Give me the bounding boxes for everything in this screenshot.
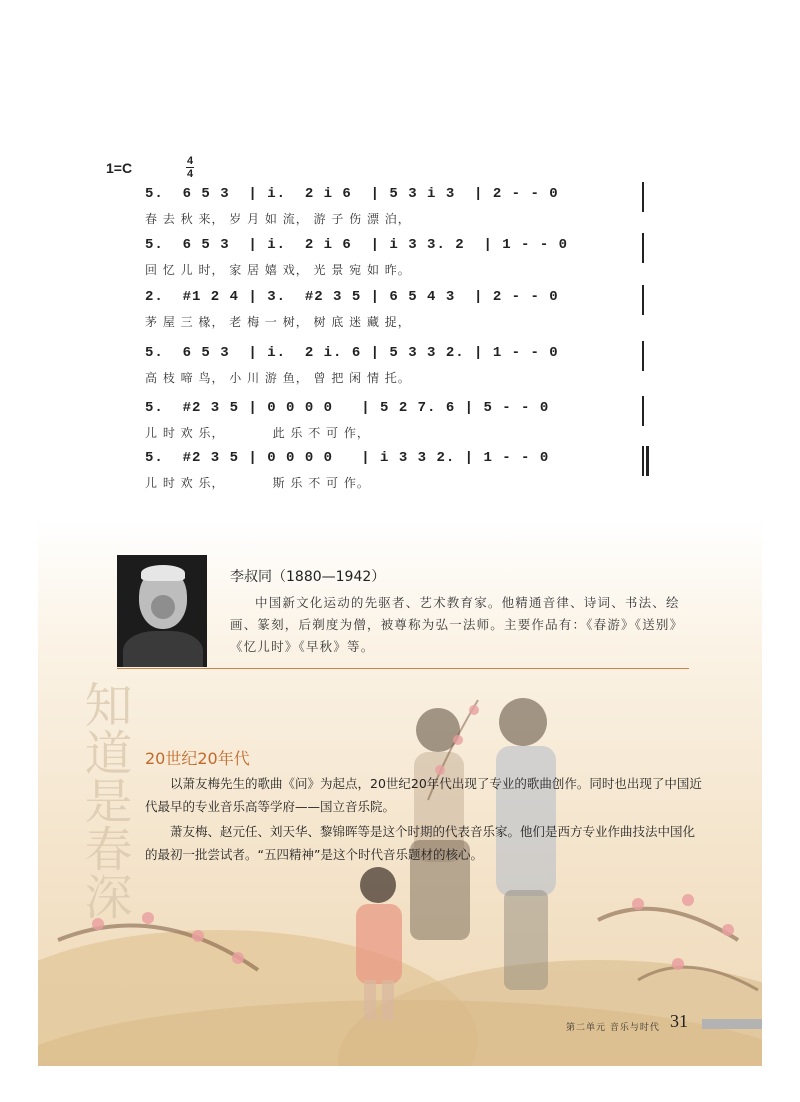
bio-name: 李叔同（1880—1942） bbox=[230, 569, 386, 585]
score-lyrics-row: 回 忆 儿 时， 家 居 嬉 戏， 光 景 宛 如 昨。 bbox=[145, 263, 411, 277]
score-notes-row: 5. 6 5 3 | i. 2 i 6 | i 3 3. 2 | 1 - - 0 bbox=[145, 237, 569, 253]
score-notes-row: 5. 6 5 3 | i. 2 i. 6 | 5 3 3 2. | 1 - - 0 bbox=[145, 345, 559, 361]
barline bbox=[642, 396, 644, 426]
unit-label: 第二单元 音乐与时代 bbox=[566, 1023, 660, 1033]
bio-divider bbox=[117, 668, 689, 669]
bio-description: 中国新文化运动的先驱者、艺术教育家。他精通音律、诗词、书法、绘画、篆刻，后剃度为僧，被尊称为弘一法师。主要作品有：《春游》《送别》《忆儿时》《早秋》等。 bbox=[230, 595, 680, 654]
time-signature: 4 4 bbox=[186, 155, 194, 180]
score-lyrics-row: 儿 时 欢 乐， 此 乐 不 可 作， bbox=[145, 426, 370, 440]
barline bbox=[642, 182, 644, 212]
key-signature: 1=C bbox=[106, 160, 133, 176]
section-paragraph: 以萧友梅先生的歌曲《问》为起点，20世纪20年代出现了专业的歌曲创作。同时也出现了中国近代最早的专业音乐高等学府——国立音乐院。 bbox=[145, 776, 702, 814]
score-lyrics-row: 茅 屋 三 椽， 老 梅 一 树， 树 底 迷 藏 捉， bbox=[145, 315, 411, 329]
final-barline bbox=[646, 446, 649, 476]
section-paragraph: 萧友梅、赵元任、刘天华、黎锦晖等是这个时期的代表音乐家。他们是西方专业作曲技法中国化的最初一批尝试者。“五四精神”是这个时代音乐题材的核心。 bbox=[145, 824, 696, 862]
score-notes-row: 5. 6 5 3 | i. 2 i 6 | 5 3 i 3 | 2 - - 0 bbox=[145, 186, 559, 202]
li-shutong-portrait bbox=[117, 555, 207, 667]
score-lyrics-row: 儿 时 欢 乐， 斯 乐 不 可 作。 bbox=[145, 476, 370, 490]
calligraphy-watermark: 知道是春深 bbox=[76, 680, 132, 920]
page-number: 31 bbox=[670, 1011, 688, 1031]
score-lyrics-row: 高 枝 啼 鸟， 小 川 游 鱼， 曾 把 闲 情 托。 bbox=[145, 371, 411, 385]
final-barline bbox=[642, 446, 644, 476]
footer-bar bbox=[702, 1019, 762, 1029]
barline bbox=[642, 233, 644, 263]
section-title: 20世纪20年代 bbox=[145, 749, 250, 768]
score-lyrics-row: 春 去 秋 来， 岁 月 如 流， 游 子 伤 漂 泊， bbox=[145, 212, 411, 226]
music-score bbox=[0, 0, 800, 520]
barline bbox=[642, 285, 644, 315]
score-notes-row: 2. #1 2 4 | 3. #2 3 5 | 6 5 4 3 | 2 - - 0 bbox=[145, 289, 559, 305]
score-notes-row: 5. #2 3 5 | 0 0 0 0 | i 3 3 2. | 1 - - 0 bbox=[145, 450, 550, 466]
barline bbox=[642, 341, 644, 371]
score-notes-row: 5. #2 3 5 | 0 0 0 0 | 5 2 7. 6 | 5 - - 0 bbox=[145, 400, 550, 416]
